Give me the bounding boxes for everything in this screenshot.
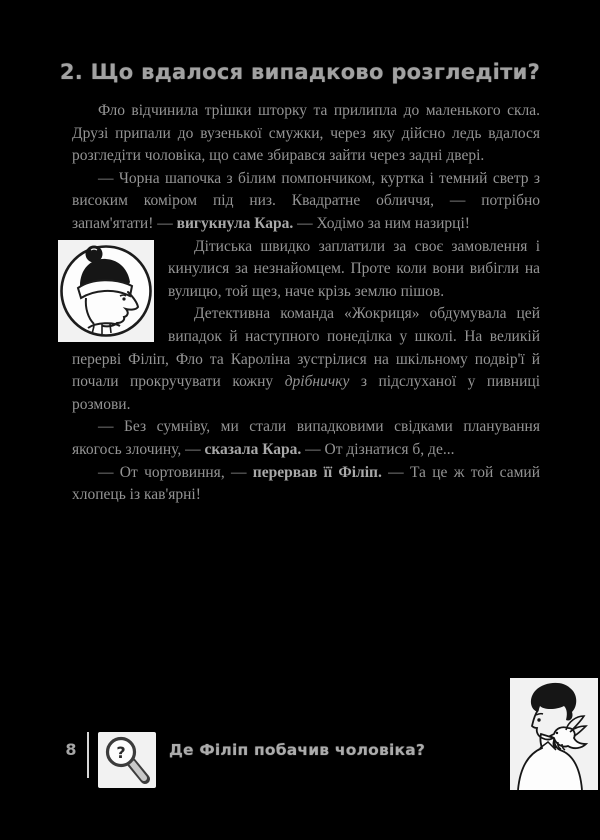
question-mark-glyph: ?	[116, 743, 126, 762]
article-body	[72, 100, 540, 507]
paragraph: — От чортовиння, — перервав її Філіп. — Та це ж той самий хлопець із кав'ярні!	[72, 463, 540, 504]
paragraph: Дітиська швидко заплатили за своє замовлення і кинулися за незнайомцем. Проте коли вони вибігли на вулицю, той щез, наче крізь землю пішов.	[168, 237, 540, 300]
portrait-illustration-man-in-pompom-hat	[58, 240, 154, 342]
paragraph: Детективна команда «Жокриця» обдумувала цей випадок й наступного понеділка у школі. На великій перерві Філіп, Фло та Кароліна зустрілися на шкільному подвір'ї й почали прокручувати кожну дрібничку з підслуханої у пивниці розмови.	[72, 305, 540, 413]
boy-with-bird-illustration	[510, 678, 598, 790]
paragraph: — Чорна шапочка з білим помпончиком, куртка і темний светр з високим коміром під низ. Квадратне обличчя, — потрібно запам'ятати! — вигукнула Кара. — Ходімо за ним назирці!	[72, 169, 540, 232]
footer-divider	[87, 732, 89, 778]
page-title: 2. Що вдалося випадково розгледіти?	[59, 60, 541, 84]
paragraph: — Без сумніву, ми стали випадковими свідками планування якогось злочину, — сказала Кара. — От дізнатися б, де...	[72, 418, 540, 458]
page-number: 8	[65, 740, 77, 759]
man-in-pompom-hat-drawing	[58, 240, 154, 342]
page-footer	[62, 732, 425, 788]
magnifier-glyph-drawing	[98, 732, 156, 788]
paragraph-group-top	[72, 100, 540, 236]
magnifier-question-icon	[98, 732, 156, 788]
comprehension-question: Де Філіп побачив чоловіка?	[169, 741, 426, 759]
boy-with-bird-drawing	[510, 678, 598, 790]
paragraph: Фло відчинила трішки шторку та прилипла до маленького скла. Друзі припали до вузенької смужки, через яку дійсно ледь вдалося розгледіти чоловіка, що саме збирався зайти через задні двері.	[72, 102, 540, 165]
